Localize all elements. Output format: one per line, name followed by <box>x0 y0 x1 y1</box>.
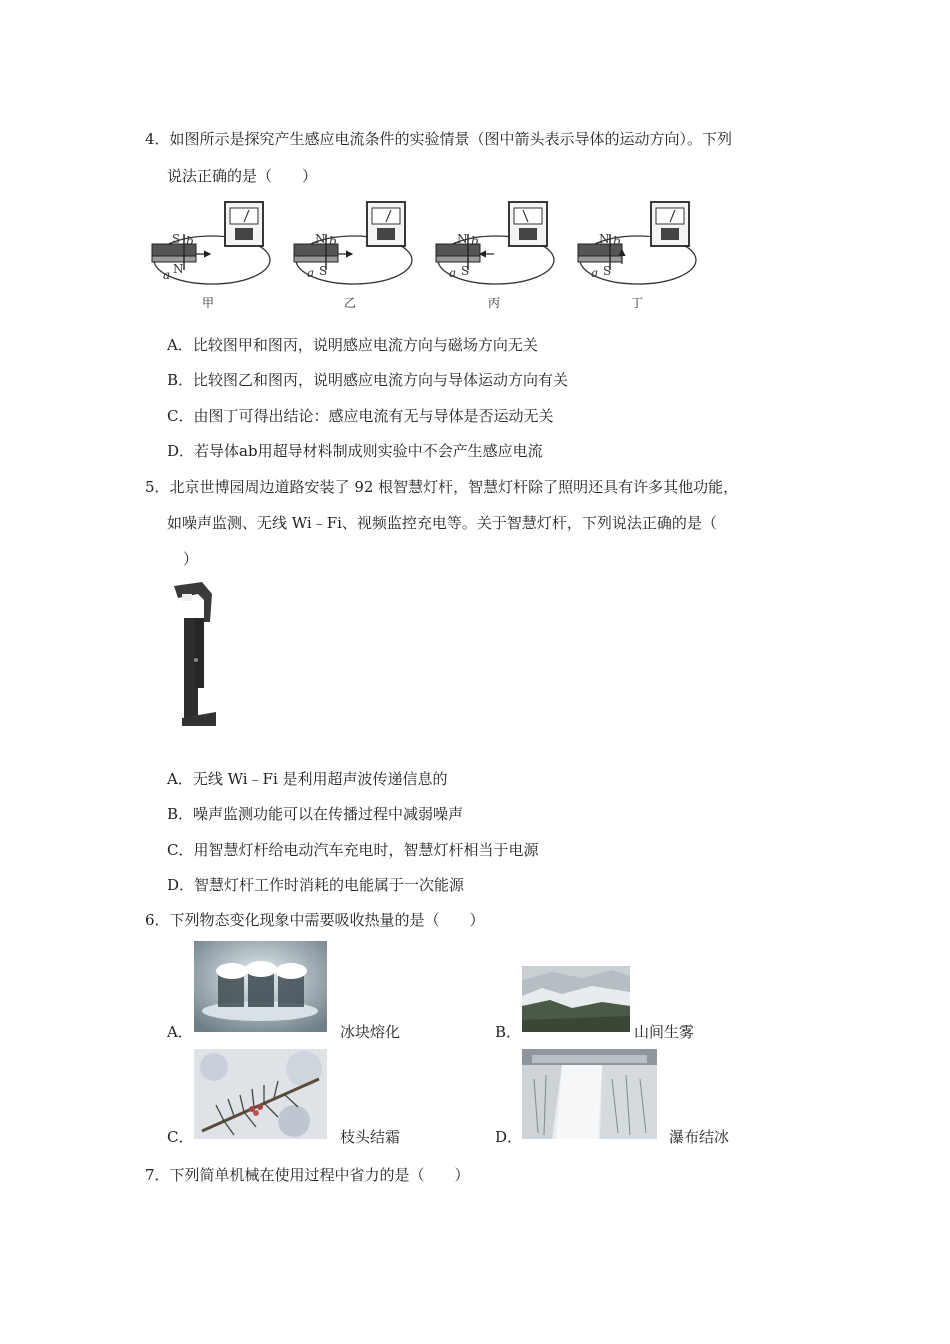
q4-fig-jia-top-pole: S <box>172 232 181 246</box>
q4-fig-ding-rod-top: b <box>613 234 621 248</box>
q4-fig-yi-bottom-pole: S <box>319 264 328 278</box>
q6-option-b-text[interactable]: 山间生雾 <box>634 1023 695 1041</box>
q6-option-c-letter[interactable]: C． <box>167 1128 194 1146</box>
q4-option-b[interactable]: B．比较图乙和图丙，说明感应电流方向与导体运动方向有关 <box>167 371 569 389</box>
q6-option-d-letter[interactable]: D． <box>495 1128 523 1146</box>
q4-fig-yi-top-pole: N <box>315 232 326 246</box>
q4-fig-yi-rod-bottom: a <box>307 266 315 280</box>
q4-fig-bing-top-pole: N <box>457 232 468 246</box>
q6-option-d-text[interactable]: 瀑布结冰 <box>669 1128 730 1146</box>
q4-fig-caption-yi: 乙 <box>344 296 357 310</box>
q7-stem-line1: 7．下列简单机械在使用过程中省力的是（ ） <box>145 1166 470 1184</box>
q5-option-a[interactable]: A．无线 Wi﹣Fi 是利用超声波传递信息的 <box>167 770 448 788</box>
q4-option-a[interactable]: A．比较图甲和图丙，说明感应电流方向与磁场方向无关 <box>167 336 538 354</box>
q4-fig-caption-ding: 丁 <box>631 296 644 310</box>
q4-fig-jia-bottom-pole: N <box>173 262 184 276</box>
q4-fig-caption-jia: 甲 <box>202 296 215 310</box>
q5-stem-line3: ） <box>183 550 199 568</box>
q4-figure-strip <box>145 198 705 318</box>
q4-option-c[interactable]: C．由图丁可得出结论：感应电流有无与导体是否运动无关 <box>167 407 554 425</box>
frost-branch-photo <box>194 1049 327 1139</box>
q6-option-a-text[interactable]: 冰块熔化 <box>340 1023 401 1041</box>
q4-stem-line1: 4．如图所示是探究产生感应电流条件的实验情景（图中箭头表示导体的运动方向）。下列 <box>145 130 733 148</box>
q4-fig-jia-rod-top: b <box>186 234 194 248</box>
frozen-waterfall-photo <box>522 1049 657 1139</box>
q4-fig-ding-rod-bottom: a <box>591 266 599 280</box>
q4-option-d[interactable]: D．若导体ab用超导材料制成则实验中不会产生感应电流 <box>167 442 543 460</box>
q4-fig-bing-bottom-pole: S <box>461 264 470 278</box>
q5-stem-line1: 5．北京世博园周边道路安装了 92 根智慧灯杆，智慧灯杆除了照明还具有许多其他功能， <box>145 478 739 496</box>
q4-fig-bing-rod-top: b <box>471 234 479 248</box>
ice-melting-photo <box>194 941 327 1032</box>
q4-fig-caption-bing: 丙 <box>488 296 501 310</box>
q6-stem-line1: 6．下列物态变化现象中需要吸收热量的是（ ） <box>145 911 485 929</box>
q4-figures-svg <box>145 198 705 318</box>
q5-option-d[interactable]: D．智慧灯杆工作时消耗的电能属于一次能源 <box>167 876 465 894</box>
q4-fig-bing-rod-bottom: a <box>449 266 457 280</box>
q4-stem-line2: 说法正确的是（ ） <box>167 167 318 185</box>
q5-option-c[interactable]: C．用智慧灯杆给电动汽车充电时，智慧灯杆相当于电源 <box>167 841 539 859</box>
q6-option-c-text[interactable]: 枝头结霜 <box>340 1128 401 1146</box>
q4-fig-jia-rod-bottom: a <box>163 268 171 282</box>
q4-fig-yi-rod-top: b <box>329 234 337 248</box>
q4-fig-ding-top-pole: N <box>599 232 610 246</box>
q4-fig-ding-bottom-pole: S <box>603 264 612 278</box>
q6-option-b-letter[interactable]: B． <box>495 1023 522 1041</box>
q5-option-b[interactable]: B．噪声监测功能可以在传播过程中减弱噪声 <box>167 805 464 823</box>
smart-light-pole-image <box>168 580 218 730</box>
mountain-fog-photo <box>522 966 630 1032</box>
q6-option-a-letter[interactable]: A． <box>167 1023 193 1041</box>
q5-stem-line2: 如噪声监测、无线 Wi﹣Fi、视频监控充电等。关于智慧灯杆，下列说法正确的是（ <box>167 514 717 532</box>
